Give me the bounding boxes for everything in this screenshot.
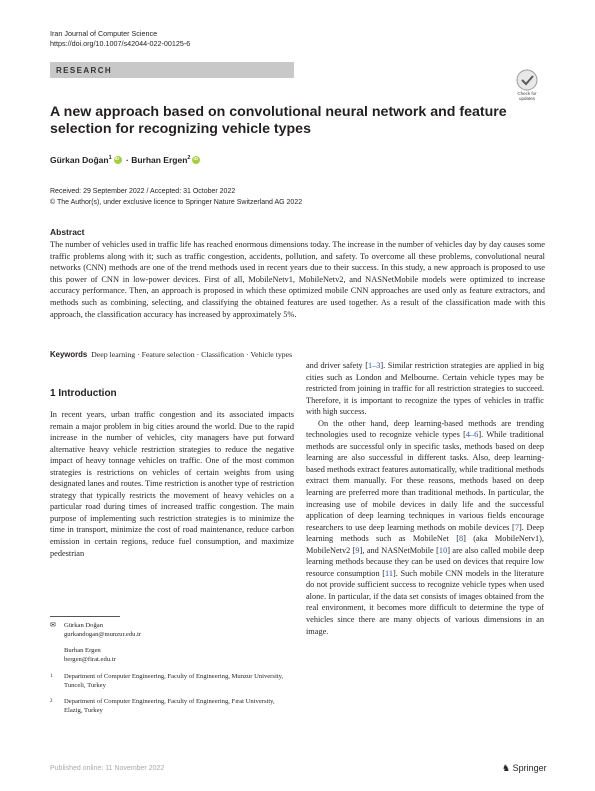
citation-link[interactable]: 7 <box>514 522 519 532</box>
text-run: ], and NASNetMobile [ <box>359 545 439 555</box>
affiliation-text: Department of Computer Engineering, Faculty of Engineering, Munzur University, Tunceli, Turkey <box>64 673 284 690</box>
affiliation-1 <box>50 672 294 691</box>
column-left <box>50 409 294 559</box>
orcid-icon[interactable] <box>192 156 200 164</box>
author-list <box>50 155 202 165</box>
paragraph: In recent years, urban traffic congestion and its associated impacts remain a major problem in big cities around the world. Due to the rapid increase in the number of vehicles, city managers have put forward alternative heavy vehicle restriction strategies to reduce the negative impact of heavy tonnage vehicles on traffic. One of the most common strategies is restrictions on vehicles of certain weights from using designated lanes and routes. Time restriction is another type of restriction strategy that typically restricts the movement of heavy vehicles on a particular road during times of increased traffic congestion. The main purpose of implementing such restriction strategies is to minimize the time in transport, minimize the cost of road maintenance, reduce carbon emission in certain regions, reduce fuel consumption, and maximize pedestrian <box>50 410 294 558</box>
affiliation-2 <box>50 697 294 716</box>
abstract-heading: Abstract <box>50 227 85 237</box>
paragraph <box>306 360 544 418</box>
citation-link[interactable]: 11 <box>385 568 394 578</box>
check-updates-icon <box>511 68 543 102</box>
correspondence-block <box>50 621 294 665</box>
text-run: ]. While traditional methods are successful only in specific tasks, methods based on deep learning are also successful in different tasks. Also, deep learning-based methods extract features automatically, while traditional methods extract them manually. For these reasons, methods based on deep learning are preferred more than traditional methods. In particular, the increasing use of mobile devices in daily life and the successful application of deep learning techniques in various fields encourage researchers to use deep learning methods on mobile devices [ <box>306 430 544 532</box>
springer-horse-icon: ♞ <box>502 763 511 773</box>
affiliation-sup: 2 <box>187 155 191 162</box>
citation-link[interactable]: 9 <box>355 545 360 555</box>
section-label: RESEARCH <box>56 66 113 75</box>
citation-link[interactable]: 1–3 <box>367 361 381 370</box>
envelope-icon: ✉ <box>50 621 56 629</box>
contact-name: Gürkan Doğan <box>64 622 104 629</box>
citation-link[interactable]: 10 <box>438 545 448 555</box>
section-heading-introduction: 1 Introduction <box>50 388 117 399</box>
keywords-list: Deep learning · Feature selection · Classification · Vehicle types <box>91 350 293 359</box>
text-run: ]. Deep learning methods such as MobileNet [ <box>306 522 544 544</box>
affiliation-sup: 1 <box>108 155 112 162</box>
received-accepted: Received: 29 September 2022 / Accepted: 31 October 2022 <box>50 188 236 195</box>
citation-link[interactable]: 8 <box>458 534 464 544</box>
keywords-label: Keywords <box>50 350 88 359</box>
affiliation-text: Department of Computer Engineering, Faculty of Engineering, Fırat University, Elazig, Turkey <box>64 698 275 715</box>
text-run: ]. Such mobile CNN models in the literature do not provide sufficient success to recognize vehicle types when used alone. In particular, if the data set consists of images obtained from the real environment, it becomes more difficult to determine the type of vehicles since there are many objects of various dimensions in an image. <box>306 568 544 636</box>
affiliation-number: 2 <box>50 699 53 704</box>
text-run: On the other hand, deep learning-based methods are trending technologies used to recognize vehicle types [ <box>306 418 544 440</box>
paper-title: A new approach based on convolutional neural network and feature selection for recognizing vehicle types <box>50 104 507 137</box>
contact-email[interactable]: bergen@firat.edu.tr <box>64 656 116 664</box>
text-run: ] are also called mobile deep learning methods because they can be used on devices that require low resource consumption [ <box>306 545 544 578</box>
doi-link[interactable]: https://doi.org/10.1007/s42044-022-00125-6 <box>50 39 191 48</box>
footnote-rule <box>50 616 120 617</box>
text-run: ]. Similar restriction strategies are applied in big cities such as London and Melbourne. Certain vehicle types may be restricted from joining in traffic for all restriction strategies to succeed. Therefore, it is important to recognize the types of vehicles in traffic with high success. <box>306 361 544 417</box>
published-online: Published online: 11 November 2022 <box>50 765 165 772</box>
publisher-logo[interactable] <box>502 763 547 774</box>
author-name[interactable]: Gürkan Doğan <box>50 155 109 165</box>
abstract-text: The number of vehicles used in traffic life has reached enormous dimensions today. The increase in the number of vehicles day by day causes some traffic problems along with it; such as traffic congestion, accidents, pollution, and safety. To overcome all these problems, convolutional neural networks (CNN) methods are one of the trend methods used in recent years due to their success. In this study, a new approach is proposed to use this power of CNN in low-power devices. First of all, MobileNetv1, MobileNetv2, and NASNetMobile models were optimized to increase accuracy performance. Then, an approach is proposed in which these optimized mobile CNN approaches are used only as feature extractors, and methods such as combining, selecting, and classifying the obtained features are used together. As a result of the classification made with this approach, the classification accuracy has increased by approximately 5%. <box>50 240 545 319</box>
citation-link[interactable]: 4–6 <box>465 430 479 440</box>
journal-name: Iran Journal of Computer Science <box>50 29 158 38</box>
publication-dates <box>50 187 302 208</box>
publisher-name: Springer <box>512 763 547 773</box>
contact-email[interactable]: gurkandogan@munzur.edu.tr <box>64 631 142 639</box>
paragraph <box>306 418 544 637</box>
affiliation-number: 1 <box>50 674 53 679</box>
column-right <box>306 360 544 637</box>
text-run: ] (aka MobileNetv1), MobileNetv2 [ <box>306 534 544 555</box>
author-separator: · <box>123 155 132 165</box>
check-updates-line2: updates <box>518 96 536 101</box>
keywords <box>50 350 292 359</box>
text-run: and driver safety [ <box>306 361 368 370</box>
author-name[interactable]: Burhan Ergen <box>131 155 188 165</box>
contact-name: Burhan Ergen <box>64 646 101 654</box>
copyright-line: © The Author(s), under exclusive licence to Springer Nature Switzerland AG 2022 <box>50 198 303 206</box>
journal-header <box>50 29 190 49</box>
check-for-updates-badge[interactable] <box>511 68 543 102</box>
check-updates-line1: Check for <box>517 91 537 96</box>
orcid-icon[interactable] <box>114 156 122 164</box>
